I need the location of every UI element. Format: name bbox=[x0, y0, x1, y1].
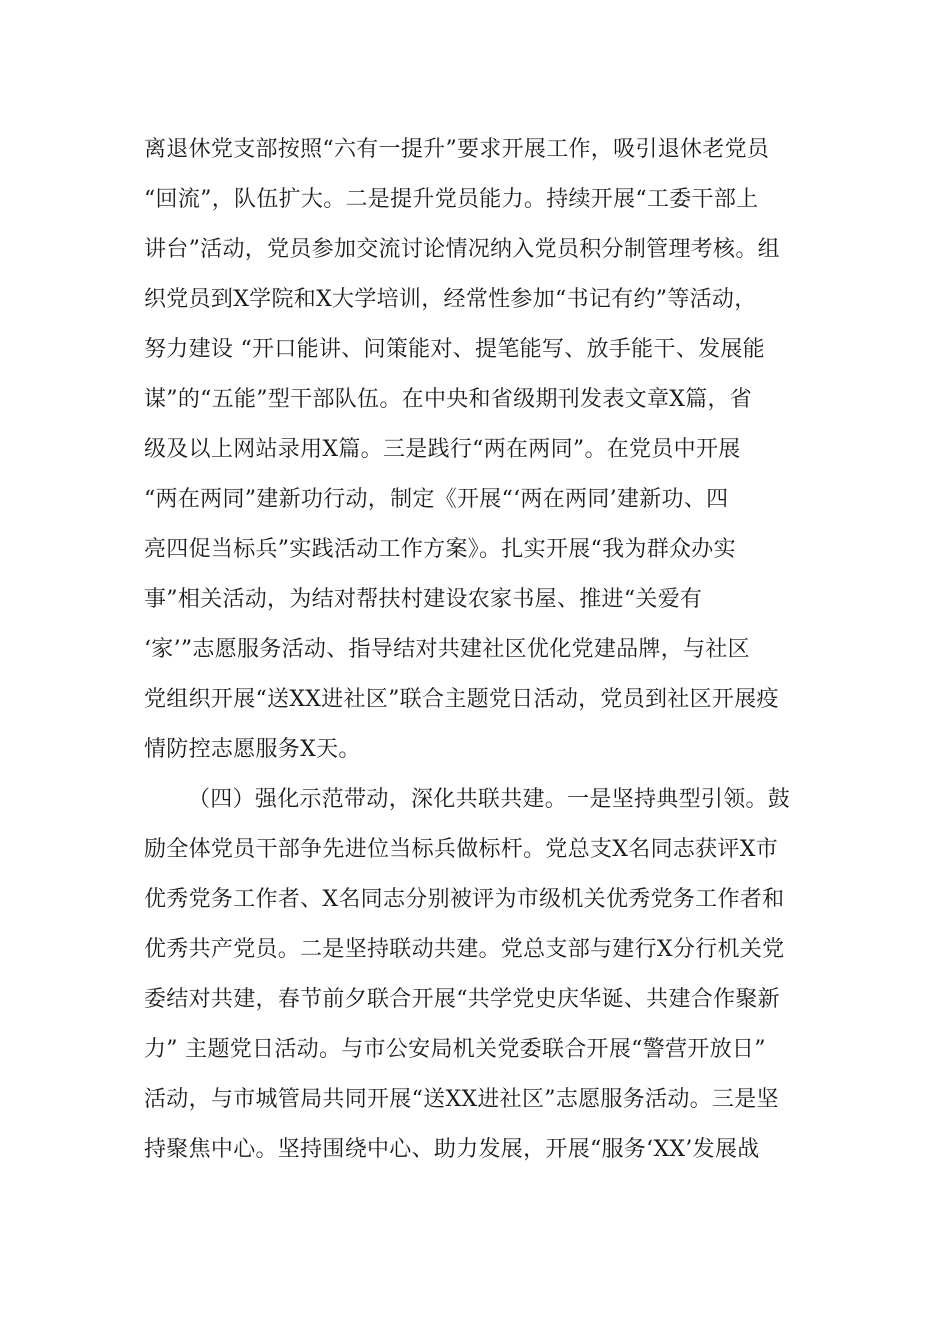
text-line: 优秀党务工作者、X名同志分别被评为市级机关优秀党务工作者和 bbox=[144, 887, 785, 912]
text-line: ‘家’”志愿服务活动、指导结对共建社区优化党建品牌，与社区 bbox=[144, 637, 750, 662]
text-line: 党组织开展“送XX进社区”联合主题党日活动，党员到社区开展疫 bbox=[144, 687, 779, 712]
text-line: “两在两同”建新功行动，制定《开展“‘两在两同’建新功、四 bbox=[144, 487, 729, 512]
text-line: 织党员到X学院和X大学培训，经常性参加“书记有约”等活动， bbox=[144, 287, 757, 312]
text-line: 励全体党员干部争先进位当标兵做标杆。党总支X名同志获评X市 bbox=[144, 837, 779, 862]
text-line: 活动，与市城管局共同开展“送XX进社区”志愿服务活动。三是坚 bbox=[144, 1087, 779, 1112]
section-heading-line: （四）强化示范带动，深化共联共建。一是坚持典型引领。鼓 bbox=[188, 787, 791, 812]
text-line: 级及以上网站录用X篇。三是践行“两在两同”。在党员中开展 bbox=[144, 437, 741, 462]
text-line: 谋”的“五能”型干部队伍。在中央和省级期刊发表文章X篇，省 bbox=[144, 387, 753, 412]
text-line: 事”相关活动，为结对帮扶村建设农家书屋、推进“关爱有 bbox=[144, 587, 703, 612]
text-line: 努力建设 “开口能讲、问策能对、提笔能写、放手能干、发展能 bbox=[144, 337, 765, 362]
text-line: 情防控志愿服务X天。 bbox=[144, 737, 361, 762]
text-line: 力” 主题党日活动。与市公安局机关党委联合开展“警营开放日” bbox=[144, 1037, 766, 1062]
text-line: 持聚焦中心。坚持围绕中心、助力发展，开展“服务‘XX’发展战 bbox=[144, 1137, 760, 1162]
text-line: 亮四促当标兵”实践活动工作方案》。扎实开展“我为群众办实 bbox=[144, 537, 736, 562]
text-line: 委结对共建，春节前夕联合开展“共学党史庆华诞、共建合作聚新 bbox=[144, 987, 780, 1012]
text-line: “回流”，队伍扩大。二是提升党员能力。持续开展“工委干部上 bbox=[144, 187, 759, 212]
text-line: 讲台”活动，党员参加交流讨论情况纳入党员积分制管理考核。组 bbox=[144, 237, 780, 262]
text-line: 离退休党支部按照“六有一提升”要求开展工作，吸引退休老党员 bbox=[144, 137, 770, 162]
text-line: 优秀共产党员。二是坚持联动共建。党总支部与建行X分行机关党 bbox=[144, 937, 785, 962]
